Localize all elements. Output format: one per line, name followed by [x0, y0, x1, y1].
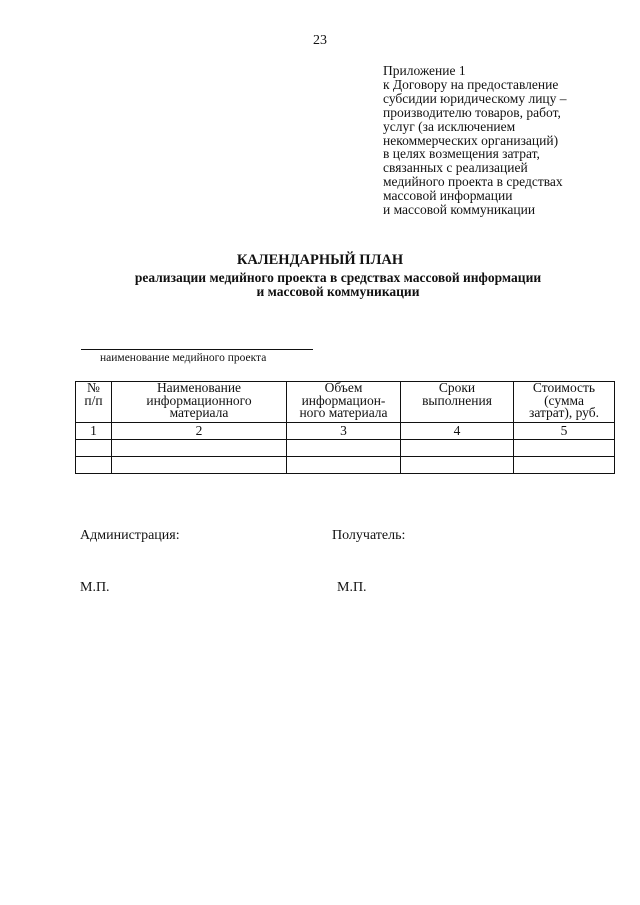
table-cell: [76, 440, 112, 457]
project-name-blank-line: [81, 349, 313, 350]
table-cell: [401, 457, 514, 474]
appendix-line: и массовой коммуникации: [383, 202, 536, 218]
appendix-line: некоммерческих организаций): [383, 132, 559, 148]
appendix-line: субсидии юридическому лицу –: [383, 90, 567, 106]
table-header-row: [76, 382, 615, 423]
header-text: Наименование: [156, 380, 242, 395]
header-text: Сроки: [438, 380, 476, 395]
appendix-line: Приложение 1: [383, 63, 466, 78]
seal-label-left: М.П.: [80, 580, 110, 595]
header-material-volume: [287, 382, 401, 423]
table-cell: 1: [76, 423, 112, 440]
header-text: №: [87, 380, 100, 395]
header-text: выполнения: [422, 392, 492, 408]
document-subtitle: [0, 271, 640, 299]
table-cell: [287, 457, 401, 474]
header-text: ного материала: [299, 405, 388, 420]
header-material-name: [112, 382, 287, 423]
table-cell: [287, 440, 401, 457]
recipient-label: Получатель:: [332, 528, 406, 543]
table-cell: [514, 457, 615, 474]
header-text: материала: [169, 405, 229, 420]
table-cell: [514, 440, 615, 457]
header-text: п/п: [84, 392, 103, 408]
appendix-line: массовой информации: [383, 188, 513, 204]
document-title: КАЛЕНДАРНЫЙ ПЛАН: [236, 252, 404, 268]
table-row: [76, 457, 615, 474]
seal-label-right: М.П.: [337, 580, 367, 595]
table-cell: 2: [112, 423, 287, 440]
table-cell: 4: [401, 423, 514, 440]
header-text: затрат), руб.: [529, 405, 599, 420]
table-cell: [76, 457, 112, 474]
table-row: [76, 440, 615, 457]
header-text: информационного: [146, 392, 252, 408]
table-number-row: [76, 423, 615, 440]
header-cost: [514, 382, 615, 423]
table-cell: 5: [514, 423, 615, 440]
header-number: [76, 382, 112, 423]
header-text: Объем: [324, 380, 363, 395]
appendix-line: в целях возмещения затрат,: [383, 146, 540, 162]
appendix-line: к Договору на предоставление: [383, 76, 559, 92]
table-cell: [401, 440, 514, 457]
calendar-plan-table: [75, 381, 615, 474]
header-text: Стоимость: [532, 380, 596, 395]
table-cell: [112, 440, 287, 457]
table-cell: 3: [287, 423, 401, 440]
page-number: 23: [313, 33, 327, 48]
project-name-caption: наименование медийного проекта: [100, 352, 267, 364]
appendix-line: производителю товаров, работ,: [383, 104, 561, 120]
subtitle-line-2: и массовой коммуникации: [256, 284, 420, 299]
header-deadlines: [401, 382, 514, 423]
header-text: информацион-: [301, 392, 386, 408]
appendix-line: медийного проекта в средствах: [383, 174, 563, 190]
appendix-note: [383, 64, 623, 217]
subtitle-line-1: реализации медийного проекта в средствах массовой информации: [134, 270, 542, 285]
appendix-line: связанных с реализацией: [383, 160, 528, 176]
table-cell: [112, 457, 287, 474]
appendix-line: услуг (за исключением: [383, 118, 516, 134]
administration-label: Администрация:: [80, 528, 180, 543]
header-text: (сумма: [544, 392, 584, 408]
